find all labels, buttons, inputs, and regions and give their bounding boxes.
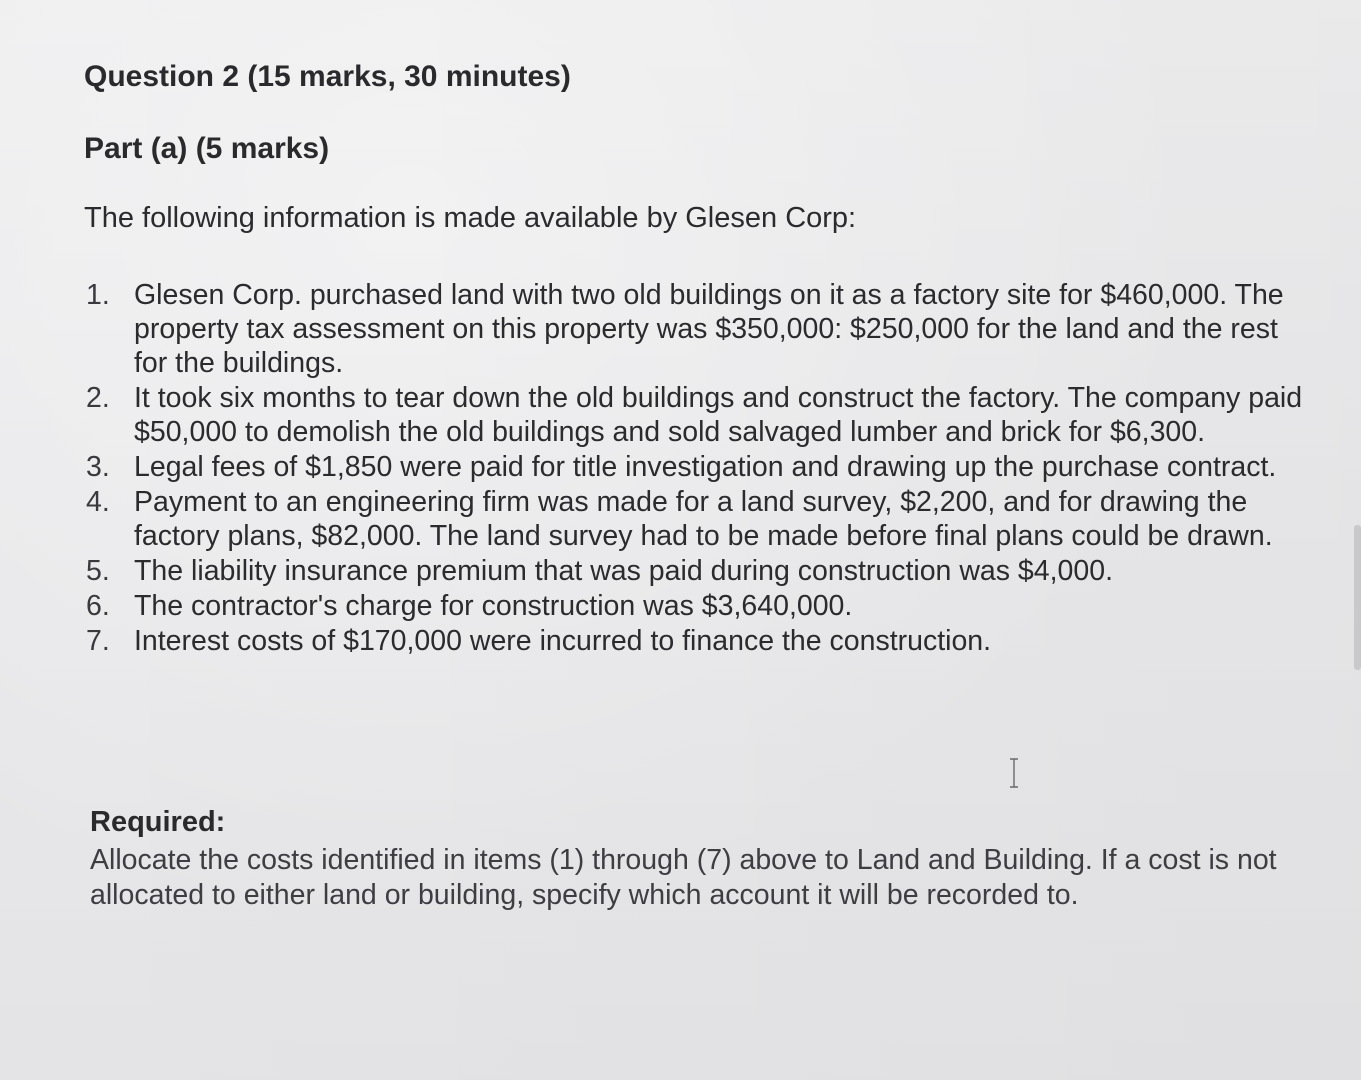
item-text: Legal fees of $1,850 were paid for title investigation and drawing up the purchase contract.	[134, 451, 1277, 483]
item-text: The contractor's charge for construction was $3,640,000.	[134, 590, 853, 622]
list-item	[84, 485, 1304, 553]
list-item	[84, 554, 1304, 588]
item-number: 3.	[86, 451, 110, 483]
question-title: Question 2 (15 marks, 30 minutes)	[84, 60, 571, 93]
scrollbar-thumb[interactable]	[1354, 525, 1361, 670]
required-text: Allocate the costs identified in items (1) through (7) above to Land and Building. If a cost is not allocated to either land or building, specify which account it will be recorded to.	[90, 844, 1277, 911]
item-number: 5.	[86, 555, 110, 587]
item-text: It took six months to tear down the old buildings and construct the factory. The company paid $50,000 to demolish the old buildings and sold salvaged lumber and brick for $6,300.	[134, 382, 1303, 448]
list-item	[84, 450, 1304, 484]
item-text: Payment to an engineering firm was made for a land survey, $2,200, and for drawing the factory plans, $82,000. The land survey had to be made before final plans could be drawn.	[134, 486, 1273, 552]
item-number: 6.	[86, 590, 110, 622]
item-number: 4.	[86, 486, 110, 518]
list-item	[84, 589, 1304, 623]
item-text: The liability insurance premium that was paid during construction was $4,000.	[134, 555, 1114, 587]
text-cursor-icon	[1009, 758, 1019, 788]
list-item	[84, 381, 1304, 449]
item-text: Interest costs of $170,000 were incurred to finance the construction.	[134, 625, 992, 657]
list-item	[84, 278, 1304, 380]
item-number: 2.	[86, 382, 110, 414]
part-title: Part (a) (5 marks)	[84, 132, 330, 165]
list-item	[84, 624, 1304, 658]
item-number: 7.	[86, 625, 110, 657]
intro-text: The following information is made available by Glesen Corp:	[84, 202, 857, 234]
required-label: Required:	[90, 806, 226, 838]
item-list	[84, 278, 1304, 659]
item-number: 1.	[86, 279, 110, 311]
item-text: Glesen Corp. purchased land with two old buildings on it as a factory site for $460,000. The property tax assessment on this property was $350,000: $250,000 for the land and the rest for the buildings.	[134, 279, 1284, 379]
